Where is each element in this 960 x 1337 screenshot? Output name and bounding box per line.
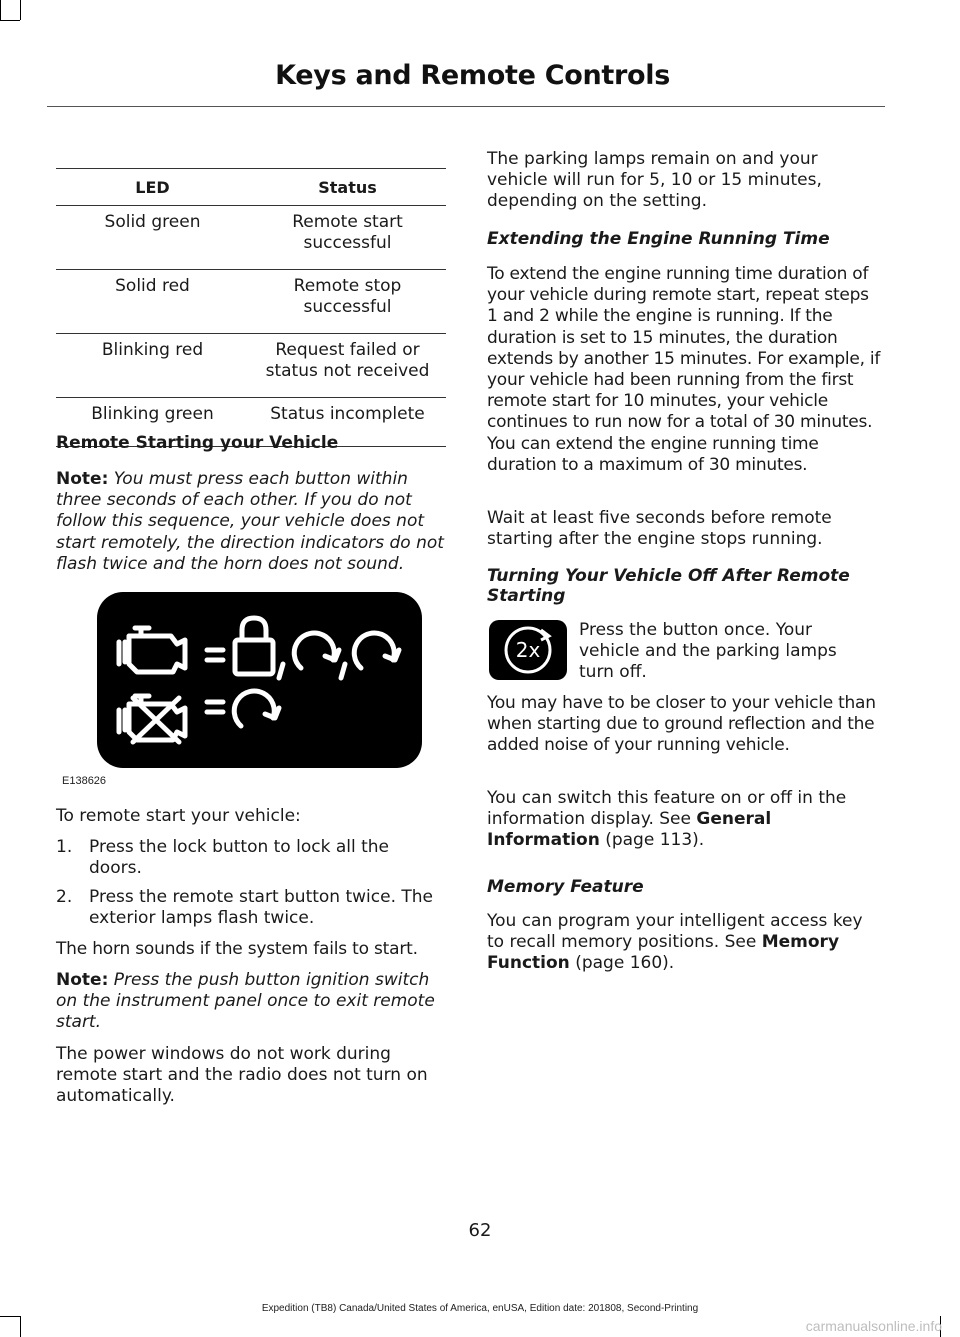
led-status-table [56, 168, 446, 447]
memory-function-link[interactable]: Memory Function [487, 932, 840, 974]
status-text: Remote stop successful [293, 276, 402, 317]
button-label: 2x [515, 638, 541, 662]
note-paragraph [56, 469, 448, 575]
status-cell: Status incomplete [249, 398, 446, 447]
watermark: carmanualsonline.info [805, 1318, 942, 1334]
remote-start-icon [234, 691, 279, 726]
comma-icon [341, 664, 345, 678]
crop-mark [20, 1316, 21, 1337]
footer-text: Expedition (TB8) Canada/United States of America, enUSA, Edition date: 201808, Second-Printing [261, 1303, 699, 1314]
status-cell [249, 206, 446, 270]
engine-icon [119, 628, 185, 672]
switch-text [487, 788, 883, 852]
horn-text: The horn sounds if the system fails to start. [56, 939, 418, 959]
equals-icon [207, 650, 223, 660]
figure-code: E138626 [62, 775, 107, 787]
page-number: 62 [468, 1220, 492, 1241]
step-number: 2. [56, 887, 73, 907]
led-cell: Blinking green [56, 398, 249, 447]
header-divider [47, 106, 885, 107]
windows-text: The power windows do not work during remote start and the radio does not turn on automatically. [56, 1044, 428, 1107]
column-header-led: LED [56, 169, 249, 206]
section-heading-turning-off: Turning Your Vehicle Off After Remote Starting [487, 566, 850, 606]
note-text: Press the push button ignition switch on the instrument panel once to exit remote start. [56, 970, 435, 1033]
remote-start-icon [294, 633, 339, 668]
closer-text: You may have to be closer to your vehicle than when starting due to ground reflection and the added noise of your running vehicle. [487, 693, 876, 756]
wait-text: Wait at least five seconds before remote starting after the engine stops running. [487, 508, 832, 550]
intro-text: To remote start your vehicle: [56, 806, 301, 826]
table-row [56, 270, 446, 334]
switch-text-post: (page 113). [605, 830, 705, 851]
crop-mark [0, 0, 1, 20]
page-title: Keys and Remote Controls [275, 60, 670, 91]
press-once-text: Press the button once. Your vehicle and the parking lamps turn off. [579, 620, 837, 683]
comma-icon [279, 664, 283, 678]
section-heading-remote-starting: Remote Starting your Vehicle [56, 433, 339, 453]
led-cell: Solid red [56, 270, 249, 334]
step-number: 1. [56, 837, 73, 857]
status-cell [249, 270, 446, 334]
section-heading-memory: Memory Feature [487, 877, 644, 897]
list-item: Press the lock button to lock all the doors. [89, 837, 389, 879]
parking-lamps-text: The parking lamps remain on and your vehicle will run for 5, 10 or 15 minutes, depending on the setting. [487, 149, 822, 212]
extend-text: To extend the engine running time duration of your vehicle during remote start, repeat steps 1 and 2 while the engine is running. If the duration is set to 15 minutes, the duration extends by another 15 minutes. For example, if your vehicle had been running from the first remote start for 10 minutes, your vehicle continues to run now for a total of 30 minutes. You can extend the engine running time duration to a maximum of 30 minutes. [487, 264, 881, 475]
engine-off-icon [119, 696, 185, 742]
equals-icon [207, 702, 223, 712]
memory-text-post: (page 160). [575, 953, 675, 974]
crop-mark [0, 20, 20, 21]
note-label: Note: [56, 469, 109, 489]
switch-text-pre: You can switch this feature on or off in the information display. See [487, 788, 847, 830]
remote-start-diagram [97, 592, 422, 768]
crop-mark [20, 0, 21, 20]
remote-start-2x-icon [489, 620, 567, 680]
note-paragraph [56, 970, 451, 1034]
table-header-row [56, 169, 446, 206]
status-text: Remote start successful [292, 212, 403, 253]
led-cell: Blinking red [56, 334, 249, 398]
remote-start-button-2x [489, 620, 567, 680]
note-text: You must press each button within three seconds of each other. If you do not follow this sequence, your vehicle does not start remotely, the direction indicators do not flash twice and the horn does not sound. [56, 469, 444, 574]
column-header-status: Status [249, 169, 446, 206]
memory-text [487, 911, 867, 975]
led-cell: Solid green [56, 206, 249, 270]
memory-text-pre: You can program your intelligent access key to recall memory positions. See [487, 911, 863, 953]
list-item: Press the remote start button twice. The exterior lamps flash twice. [89, 887, 434, 929]
table-row [56, 334, 446, 398]
general-information-link[interactable]: General Information [487, 809, 772, 851]
remote-start-icon [354, 633, 399, 668]
crop-mark [0, 1316, 20, 1317]
table-row [56, 206, 446, 270]
status-cell [249, 334, 446, 398]
section-heading-extending: Extending the Engine Running Time [487, 229, 830, 249]
note-label: Note: [56, 970, 109, 990]
lock-icon [235, 618, 273, 674]
status-text: Request failed or status not received [265, 340, 430, 381]
remote-start-sequence-graphic [97, 592, 422, 768]
